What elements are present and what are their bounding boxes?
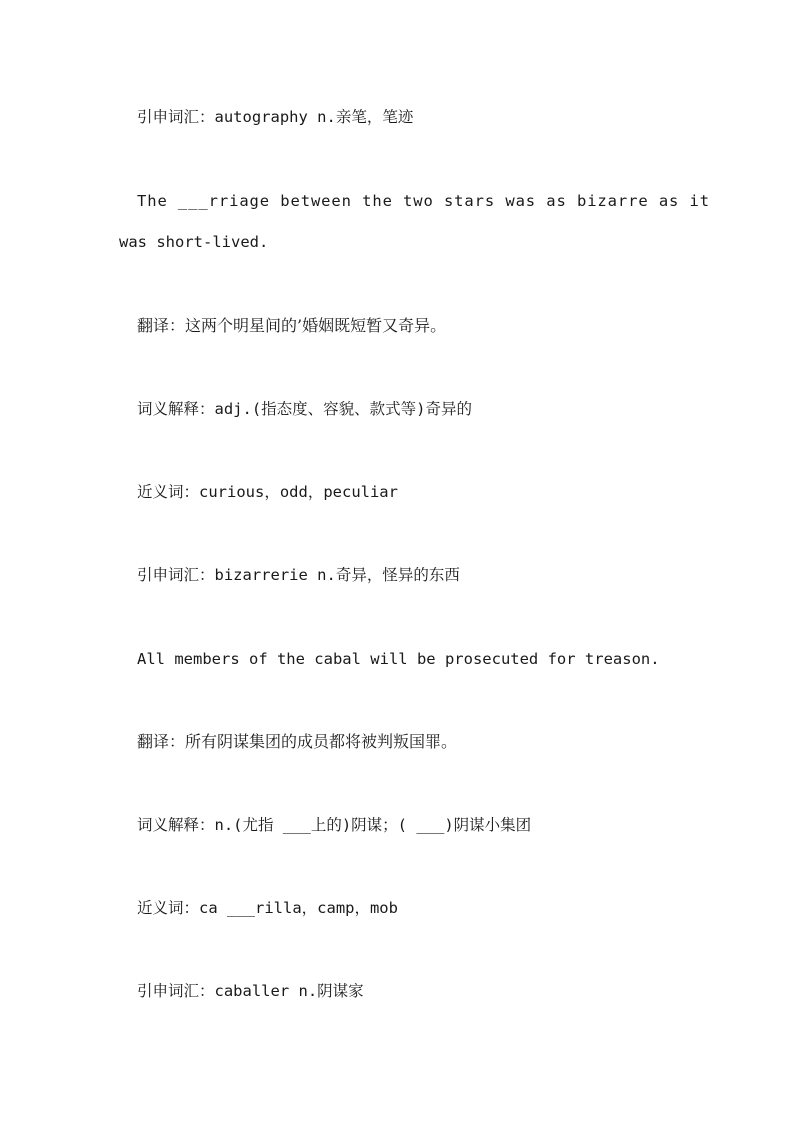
text-line-bizarrerie: 引申词汇：bizarrerie n.奇异，怪异的东西 <box>137 566 460 584</box>
text-line-translation-cabal: 翻译：所有阴谋集团的成员都将被判叛国罪。 <box>137 732 458 751</box>
text-line-marriage-sentence: The ___rriage between the two stars was as bizarre as it <box>137 192 710 210</box>
text-line-definition-cabal: 词义解释：n.(尤指 ___上的)阴谋；( ___)阴谋小集团 <box>137 816 532 834</box>
text-line-autography: 引申词汇：autography n.亲笔，笔迹 <box>137 108 414 126</box>
text-line-marriage-sentence-continued: was short-lived. <box>119 233 269 251</box>
text-line-synonyms-cabal: 近义词：ca ___rilla，camp，mob <box>137 899 398 917</box>
text-line-caballer: 引申词汇：caballer n.阴谋家 <box>137 982 364 1000</box>
text-line-definition-bizarre: 词义解释：adj.(指态度、容貌、款式等)奇异的 <box>137 400 472 418</box>
text-line-synonyms-bizarre: 近义词：curious，odd，peculiar <box>137 483 398 501</box>
text-line-translation-marriage: 翻译：这两个明星间的’婚姻既短暂又奇异。 <box>137 316 447 335</box>
text-line-cabal-sentence: All members of the cabal will be prosecuted for treason. <box>137 650 660 668</box>
